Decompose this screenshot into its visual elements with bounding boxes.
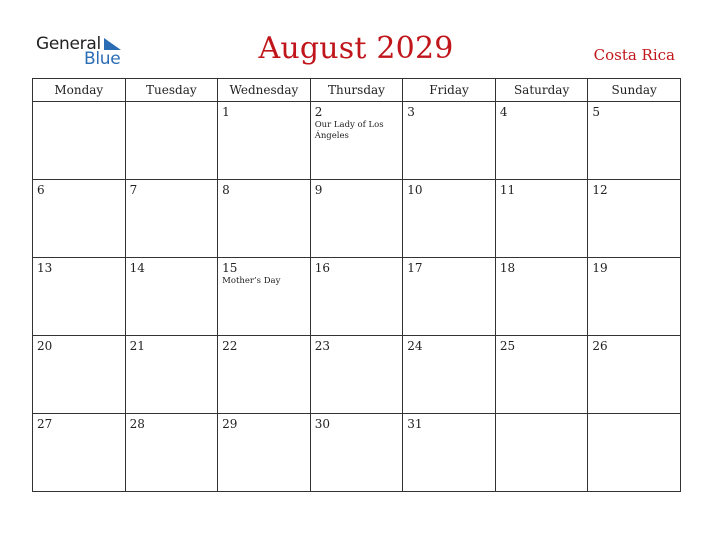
calendar-day-cell [495,258,588,336]
day-number: 13 [37,261,53,275]
calendar-day-cell [310,336,403,414]
calendar-day-cell [33,102,126,180]
day-number: 4 [499,105,508,119]
day-number: 21 [129,339,145,353]
calendar-day-cell [495,414,588,492]
day-number: 20 [37,339,53,353]
calendar-day-cell [403,258,496,336]
day-number: 9 [314,183,323,197]
calendar-day-cell [33,336,126,414]
day-number: 16 [314,261,330,275]
weekday-header-row [33,79,681,102]
weekday-monday: Monday [33,79,126,102]
calendar-body [33,102,681,492]
logo-blue-text: Blue [84,49,121,69]
calendar-day-cell [403,336,496,414]
calendar-day-cell [588,258,681,336]
day-number: 17 [407,261,423,275]
calendar-day-cell [218,258,311,336]
calendar-day-cell [218,336,311,414]
day-number: 27 [37,417,53,431]
day-number: 11 [499,183,516,197]
month-title: August 2029 [258,31,454,66]
calendar-day-cell [310,414,403,492]
calendar-day-cell [125,102,218,180]
day-number: 14 [129,261,145,275]
calendar-day-cell [33,180,126,258]
day-number: 15 [222,261,238,275]
day-number: 6 [37,183,45,197]
calendar-day-cell [218,102,311,180]
calendar-grid [32,78,681,492]
weekday-saturday: Saturday [495,79,588,102]
weekday-sunday: Sunday [588,79,681,102]
day-number: 22 [222,339,238,353]
day-number: 23 [314,339,330,353]
day-number: 3 [407,105,415,119]
calendar-day-cell [588,414,681,492]
day-number: 1 [222,105,230,119]
calendar-day-cell [33,258,126,336]
calendar-day-cell [495,336,588,414]
day-number: 8 [222,183,230,197]
day-number: 2 [314,105,323,119]
holiday-label: Our Lady of Los Ángeles [314,120,384,141]
calendar-day-cell [588,180,681,258]
day-number: 25 [499,339,516,353]
weekday-wednesday: Wednesday [218,79,311,102]
calendar-day-cell [310,102,403,180]
holiday-label: Mother’s Day [222,276,281,286]
calendar-week-row [33,336,681,414]
calendar-day-cell [125,258,218,336]
day-number: 31 [407,417,423,431]
calendar-week-row [33,102,681,180]
day-number: 26 [592,339,608,353]
day-number: 10 [407,183,423,197]
calendar-day-cell [218,180,311,258]
calendar-day-cell [125,336,218,414]
calendar-day-cell [403,180,496,258]
calendar-day-cell [403,414,496,492]
day-number: 19 [592,261,608,275]
calendar-week-row [33,180,681,258]
day-number: 29 [222,417,238,431]
weekday-tuesday: Tuesday [125,79,218,102]
calendar-day-cell [310,258,403,336]
calendar-day-cell [310,180,403,258]
calendar-day-cell [495,180,588,258]
logo-general-text: General [36,34,101,54]
calendar-day-cell [125,180,218,258]
day-number: 18 [499,261,516,275]
day-number: 12 [592,183,608,197]
calendar-day-cell [495,102,588,180]
weekday-friday: Friday [403,79,496,102]
calendar-day-cell [403,102,496,180]
weekday-thursday: Thursday [310,79,403,102]
calendar-day-cell [125,414,218,492]
day-number: 28 [129,417,145,431]
calendar-day-cell [33,414,126,492]
calendar-day-cell [588,102,681,180]
day-number: 24 [407,339,423,353]
day-number: 30 [314,417,330,431]
calendar-week-row [33,414,681,492]
calendar-day-cell [588,336,681,414]
country-name: Costa Rica [593,46,675,64]
day-number: 7 [129,183,138,197]
calendar-day-cell [218,414,311,492]
day-number: 5 [592,105,601,119]
calendar-week-row [33,258,681,336]
